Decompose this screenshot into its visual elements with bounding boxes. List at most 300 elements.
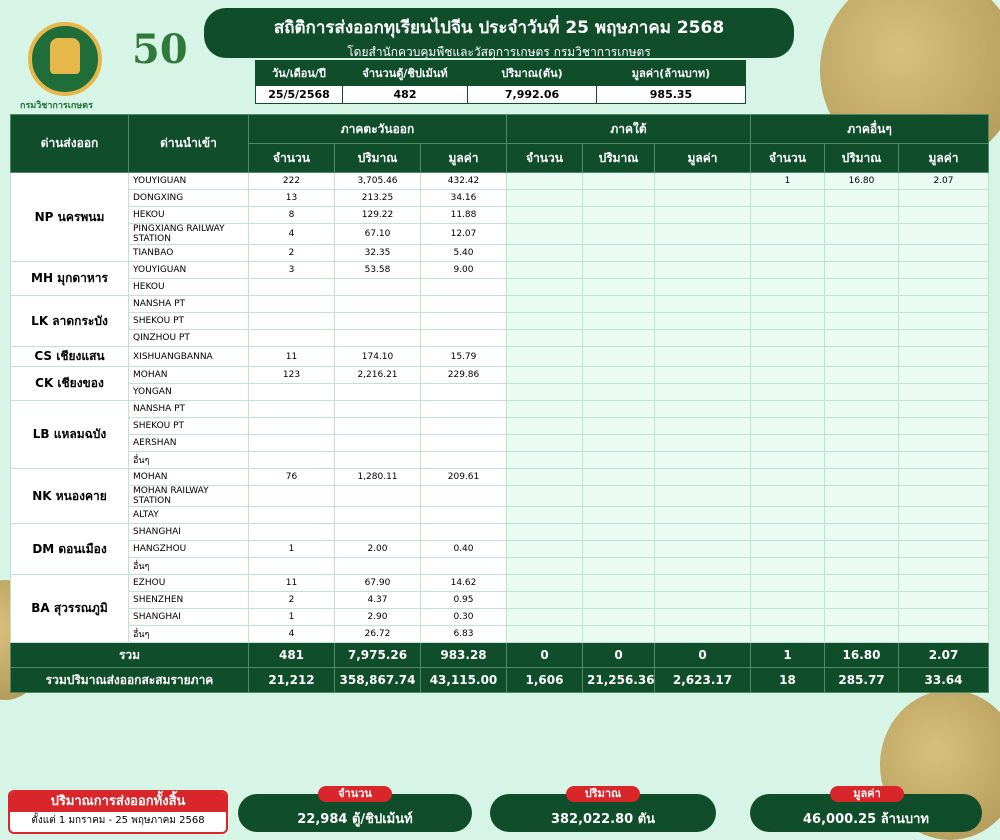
- data-cell: [751, 575, 825, 592]
- header-region-east: ภาคตะวันออก: [249, 115, 507, 144]
- data-cell: [249, 524, 335, 541]
- data-cell: [507, 541, 583, 558]
- data-cell: [751, 626, 825, 643]
- table-row: [11, 541, 989, 558]
- data-cell: [655, 469, 751, 486]
- table-row: [11, 347, 989, 367]
- total-row-cell: 16.80: [825, 643, 899, 668]
- data-cell: [899, 279, 989, 296]
- data-cell: [249, 418, 335, 435]
- data-cell: [507, 296, 583, 313]
- data-cell: 67.10: [335, 224, 421, 245]
- data-cell: [583, 452, 655, 469]
- header-region-other: ภาคอื่นๆ: [751, 115, 989, 144]
- data-cell: 15.79: [421, 347, 507, 367]
- import-checkpoint: อื่นๆ: [129, 558, 249, 575]
- data-cell: 0.30: [421, 609, 507, 626]
- table-row: [11, 313, 989, 330]
- table-row: [11, 279, 989, 296]
- data-cell: [335, 507, 421, 524]
- data-cell: [899, 224, 989, 245]
- data-cell: [507, 347, 583, 367]
- data-cell: [899, 401, 989, 418]
- export-checkpoint: BA สุวรรณภูมิ: [11, 575, 129, 643]
- data-cell: [751, 347, 825, 367]
- summary-quantity: 7,992.06: [468, 86, 597, 104]
- footer-value-label: มูลค่า: [830, 786, 904, 802]
- footer-value-value: 46,000.25 ล้านบาท: [803, 812, 929, 827]
- data-cell: 8: [249, 207, 335, 224]
- import-checkpoint: YOUYIGUAN: [129, 173, 249, 190]
- data-cell: [751, 330, 825, 347]
- total-row-cell: 2.07: [899, 643, 989, 668]
- table-row: [11, 330, 989, 347]
- data-cell: 26.72: [335, 626, 421, 643]
- header-region-south: ภาคใต้: [507, 115, 751, 144]
- table-row: [11, 626, 989, 643]
- data-cell: [899, 626, 989, 643]
- data-cell: [507, 524, 583, 541]
- footer-quantity-label: ปริมาณ: [566, 786, 640, 802]
- import-checkpoint: MOHAN: [129, 469, 249, 486]
- data-cell: 13: [249, 190, 335, 207]
- data-cell: [751, 313, 825, 330]
- data-cell: [655, 575, 751, 592]
- data-cell: [899, 435, 989, 452]
- summary-header: ปริมาณ(ตัน): [468, 61, 597, 86]
- data-cell: [825, 418, 899, 435]
- cumulative-row-cell: 21,212: [249, 668, 335, 693]
- data-cell: [583, 384, 655, 401]
- data-cell: [899, 524, 989, 541]
- data-cell: [655, 401, 751, 418]
- data-cell: [249, 452, 335, 469]
- data-cell: 0.40: [421, 541, 507, 558]
- total-row-cell: 7,975.26: [335, 643, 421, 668]
- data-cell: [249, 296, 335, 313]
- export-table: [10, 114, 989, 693]
- total-row-cell: 1: [751, 643, 825, 668]
- import-checkpoint: HANGZHOU: [129, 541, 249, 558]
- footer-count-value: 22,984 ตู้/ชิปเม้นท์: [297, 812, 413, 827]
- data-cell: [249, 507, 335, 524]
- data-cell: [751, 224, 825, 245]
- data-cell: [751, 418, 825, 435]
- table-row: [11, 173, 989, 190]
- data-cell: 14.62: [421, 575, 507, 592]
- data-cell: [421, 524, 507, 541]
- data-cell: [899, 609, 989, 626]
- data-cell: [335, 524, 421, 541]
- export-checkpoint: MH มุกดาหาร: [11, 262, 129, 296]
- data-cell: [507, 401, 583, 418]
- daily-summary-table: [255, 60, 746, 104]
- anniversary-logo: 50: [132, 26, 188, 73]
- total-row-cell: 983.28: [421, 643, 507, 668]
- data-cell: [507, 592, 583, 609]
- cumulative-row-cell: 2,623.17: [655, 668, 751, 693]
- cumulative-row-cell: 358,867.74: [335, 668, 421, 693]
- data-cell: [899, 330, 989, 347]
- data-cell: [249, 435, 335, 452]
- data-cell: [507, 190, 583, 207]
- data-cell: 222: [249, 173, 335, 190]
- data-cell: 1: [249, 541, 335, 558]
- table-row: [11, 558, 989, 575]
- data-cell: [751, 486, 825, 507]
- data-cell: [335, 296, 421, 313]
- title-banner: [204, 8, 794, 58]
- data-cell: [655, 313, 751, 330]
- data-cell: [507, 313, 583, 330]
- cumulative-row-cell: 18: [751, 668, 825, 693]
- table-row: [11, 524, 989, 541]
- data-cell: 1: [751, 173, 825, 190]
- data-cell: 6.83: [421, 626, 507, 643]
- data-cell: [825, 541, 899, 558]
- data-cell: [825, 313, 899, 330]
- data-cell: [825, 592, 899, 609]
- table-row: [11, 262, 989, 279]
- cumulative-row: [11, 668, 989, 693]
- footer-total-box: [8, 790, 228, 834]
- table-row: [11, 486, 989, 507]
- cumulative-row-label: รวมปริมาณส่งออกสะสมรายภาค: [11, 668, 249, 693]
- data-cell: [421, 452, 507, 469]
- data-cell: [421, 279, 507, 296]
- data-cell: 1,280.11: [335, 469, 421, 486]
- data-cell: [899, 384, 989, 401]
- data-cell: [421, 384, 507, 401]
- header-sub: จำนวน: [751, 144, 825, 173]
- data-cell: 1: [249, 609, 335, 626]
- data-cell: [899, 541, 989, 558]
- data-cell: [825, 486, 899, 507]
- data-cell: 174.10: [335, 347, 421, 367]
- data-cell: [583, 207, 655, 224]
- data-cell: [507, 558, 583, 575]
- import-checkpoint: SHANGHAI: [129, 524, 249, 541]
- data-cell: [899, 469, 989, 486]
- header-sub: มูลค่า: [899, 144, 989, 173]
- import-checkpoint: SHENZHEN: [129, 592, 249, 609]
- table-row: [11, 609, 989, 626]
- table-row: [11, 507, 989, 524]
- import-checkpoint: MOHAN RAILWAY STATION: [129, 486, 249, 507]
- data-cell: [583, 313, 655, 330]
- cumulative-row-cell: 285.77: [825, 668, 899, 693]
- data-cell: [335, 330, 421, 347]
- data-cell: [655, 558, 751, 575]
- data-cell: [249, 313, 335, 330]
- total-row-cell: 0: [655, 643, 751, 668]
- data-cell: [825, 207, 899, 224]
- import-checkpoint: PINGXIANG RAILWAY STATION: [129, 224, 249, 245]
- data-cell: [899, 452, 989, 469]
- data-cell: [825, 279, 899, 296]
- data-cell: 3,705.46: [335, 173, 421, 190]
- data-cell: [583, 558, 655, 575]
- data-cell: 2,216.21: [335, 367, 421, 384]
- data-cell: [583, 245, 655, 262]
- export-checkpoint: NP นครพนม: [11, 173, 129, 262]
- import-checkpoint: EZHOU: [129, 575, 249, 592]
- data-cell: [335, 435, 421, 452]
- data-cell: 2: [249, 245, 335, 262]
- data-cell: 32.35: [335, 245, 421, 262]
- data-cell: [655, 207, 751, 224]
- data-cell: [507, 330, 583, 347]
- table-row: [11, 592, 989, 609]
- data-cell: [655, 262, 751, 279]
- data-cell: [421, 507, 507, 524]
- data-cell: [421, 486, 507, 507]
- data-cell: [249, 486, 335, 507]
- data-cell: [655, 245, 751, 262]
- data-cell: [751, 609, 825, 626]
- table-row: [11, 452, 989, 469]
- data-cell: [655, 279, 751, 296]
- data-cell: [899, 313, 989, 330]
- page-title: สถิติการส่งออกทุเรียนไปจีน ประจำวันที่ 25 พฤษภาคม 2568: [273, 18, 725, 38]
- import-checkpoint: SHEKOU PT: [129, 418, 249, 435]
- table-row: [11, 207, 989, 224]
- page-subtitle: โดยสำนักควบคุมพืชและวัสดุการเกษตร กรมวิชาการเกษตร: [347, 45, 651, 59]
- header-sub: มูลค่า: [421, 144, 507, 173]
- import-checkpoint: NANSHA PT: [129, 296, 249, 313]
- data-cell: [825, 524, 899, 541]
- data-cell: 5.40: [421, 245, 507, 262]
- data-cell: [899, 592, 989, 609]
- data-cell: [583, 173, 655, 190]
- data-cell: [751, 279, 825, 296]
- data-cell: 129.22: [335, 207, 421, 224]
- data-cell: [825, 558, 899, 575]
- summary-count: 482: [343, 86, 468, 104]
- data-cell: [751, 435, 825, 452]
- data-cell: [583, 296, 655, 313]
- total-row-cell: 0: [583, 643, 655, 668]
- data-cell: [751, 262, 825, 279]
- data-cell: [507, 469, 583, 486]
- logo-caption: กรมวิชาการเกษตร: [20, 101, 93, 111]
- table-row: [11, 245, 989, 262]
- data-cell: [655, 190, 751, 207]
- data-cell: [899, 367, 989, 384]
- data-cell: [507, 173, 583, 190]
- header-sub: จำนวน: [507, 144, 583, 173]
- data-cell: [751, 541, 825, 558]
- table-row: [11, 575, 989, 592]
- data-cell: [899, 347, 989, 367]
- data-cell: [655, 347, 751, 367]
- total-row-cell: 0: [507, 643, 583, 668]
- data-cell: [655, 435, 751, 452]
- data-cell: [751, 507, 825, 524]
- import-checkpoint: YOUYIGUAN: [129, 262, 249, 279]
- export-checkpoint: LK ลาดกระบัง: [11, 296, 129, 347]
- data-cell: [655, 173, 751, 190]
- data-cell: [583, 279, 655, 296]
- data-cell: [655, 541, 751, 558]
- data-cell: [335, 418, 421, 435]
- data-cell: [899, 507, 989, 524]
- data-cell: 2: [249, 592, 335, 609]
- import-checkpoint: DONGXING: [129, 190, 249, 207]
- data-cell: [583, 435, 655, 452]
- data-cell: [583, 507, 655, 524]
- import-checkpoint: QINZHOU PT: [129, 330, 249, 347]
- data-cell: [825, 575, 899, 592]
- import-checkpoint: TIANBAO: [129, 245, 249, 262]
- data-cell: [421, 558, 507, 575]
- data-cell: [507, 367, 583, 384]
- cumulative-row-cell: 1,606: [507, 668, 583, 693]
- data-cell: [583, 347, 655, 367]
- footer-quantity-value: 382,022.80 ตัน: [550, 812, 656, 827]
- data-cell: [507, 575, 583, 592]
- data-cell: [655, 452, 751, 469]
- header-sub: มูลค่า: [655, 144, 751, 173]
- data-cell: 53.58: [335, 262, 421, 279]
- data-cell: [583, 190, 655, 207]
- data-cell: 209.61: [421, 469, 507, 486]
- summary-header: จำนวนตู้/ชิปเม้นท์: [343, 61, 468, 86]
- header-sub: ปริมาณ: [583, 144, 655, 173]
- table-row: [11, 469, 989, 486]
- header-import-checkpoint: ด่านนำเข้า: [129, 115, 249, 173]
- data-cell: [751, 401, 825, 418]
- data-cell: [825, 330, 899, 347]
- data-cell: [899, 486, 989, 507]
- data-cell: [655, 418, 751, 435]
- data-cell: [583, 626, 655, 643]
- data-cell: [751, 384, 825, 401]
- data-cell: [751, 296, 825, 313]
- data-cell: [655, 296, 751, 313]
- data-cell: 9.00: [421, 262, 507, 279]
- total-row-cell: 481: [249, 643, 335, 668]
- data-cell: 432.42: [421, 173, 507, 190]
- data-cell: 67.90: [335, 575, 421, 592]
- data-cell: [583, 524, 655, 541]
- export-checkpoint: LB แหลมฉบัง: [11, 401, 129, 469]
- header-export-checkpoint: ด่านส่งออก: [11, 115, 129, 173]
- data-cell: [899, 190, 989, 207]
- export-checkpoint: NK หนองคาย: [11, 469, 129, 524]
- data-cell: [655, 224, 751, 245]
- export-checkpoint: CS เชียงแสน: [11, 347, 129, 367]
- import-checkpoint: SHANGHAI: [129, 609, 249, 626]
- data-cell: [507, 384, 583, 401]
- data-cell: [249, 330, 335, 347]
- data-cell: [655, 330, 751, 347]
- data-cell: [507, 279, 583, 296]
- data-cell: [655, 609, 751, 626]
- data-cell: [899, 558, 989, 575]
- data-cell: [249, 401, 335, 418]
- data-cell: [335, 401, 421, 418]
- data-cell: 4: [249, 626, 335, 643]
- data-cell: [751, 190, 825, 207]
- export-checkpoint: DM ดอนเมือง: [11, 524, 129, 575]
- import-checkpoint: NANSHA PT: [129, 401, 249, 418]
- export-checkpoint: CK เชียงของ: [11, 367, 129, 401]
- data-cell: [335, 384, 421, 401]
- data-cell: [507, 224, 583, 245]
- data-cell: [899, 575, 989, 592]
- summary-header: วัน/เดือน/ปี: [256, 61, 343, 86]
- data-cell: [825, 262, 899, 279]
- header-sub: จำนวน: [249, 144, 335, 173]
- data-cell: 213.25: [335, 190, 421, 207]
- data-cell: [421, 330, 507, 347]
- data-cell: [751, 558, 825, 575]
- data-cell: [335, 313, 421, 330]
- data-cell: 11: [249, 575, 335, 592]
- data-cell: [421, 296, 507, 313]
- data-cell: [249, 384, 335, 401]
- data-cell: [825, 245, 899, 262]
- data-cell: 0.95: [421, 592, 507, 609]
- data-cell: [583, 367, 655, 384]
- cumulative-row-cell: 21,256.36: [583, 668, 655, 693]
- data-cell: 3: [249, 262, 335, 279]
- data-cell: [751, 245, 825, 262]
- data-cell: [825, 384, 899, 401]
- cumulative-row-cell: 33.64: [899, 668, 989, 693]
- data-cell: [583, 330, 655, 347]
- data-cell: [825, 435, 899, 452]
- data-cell: [899, 296, 989, 313]
- data-cell: 34.16: [421, 190, 507, 207]
- data-cell: [421, 435, 507, 452]
- table-row: [11, 401, 989, 418]
- data-cell: [583, 262, 655, 279]
- data-cell: [507, 207, 583, 224]
- data-cell: [825, 347, 899, 367]
- data-cell: [507, 435, 583, 452]
- data-cell: [751, 207, 825, 224]
- data-cell: 2.07: [899, 173, 989, 190]
- data-cell: [825, 469, 899, 486]
- summary-value: 985.35: [597, 86, 746, 104]
- data-cell: [655, 384, 751, 401]
- data-cell: [751, 367, 825, 384]
- summary-header: มูลค่า(ล้านบาท): [597, 61, 746, 86]
- footer-count-label: จำนวน: [318, 786, 392, 802]
- data-cell: [583, 541, 655, 558]
- footer-total-title: ปริมาณการส่งออกทั้งสิ้น: [10, 792, 226, 812]
- table-row: [11, 296, 989, 313]
- table-row: [11, 190, 989, 207]
- data-cell: [583, 609, 655, 626]
- data-cell: 11: [249, 347, 335, 367]
- total-row-label: รวม: [11, 643, 249, 668]
- data-cell: [335, 558, 421, 575]
- data-cell: [825, 224, 899, 245]
- total-row: [11, 643, 989, 668]
- data-cell: [249, 558, 335, 575]
- data-cell: [825, 190, 899, 207]
- import-checkpoint: อื่นๆ: [129, 626, 249, 643]
- data-cell: [825, 609, 899, 626]
- data-cell: [583, 575, 655, 592]
- data-cell: [507, 418, 583, 435]
- data-cell: [583, 592, 655, 609]
- data-cell: 11.88: [421, 207, 507, 224]
- data-cell: [655, 367, 751, 384]
